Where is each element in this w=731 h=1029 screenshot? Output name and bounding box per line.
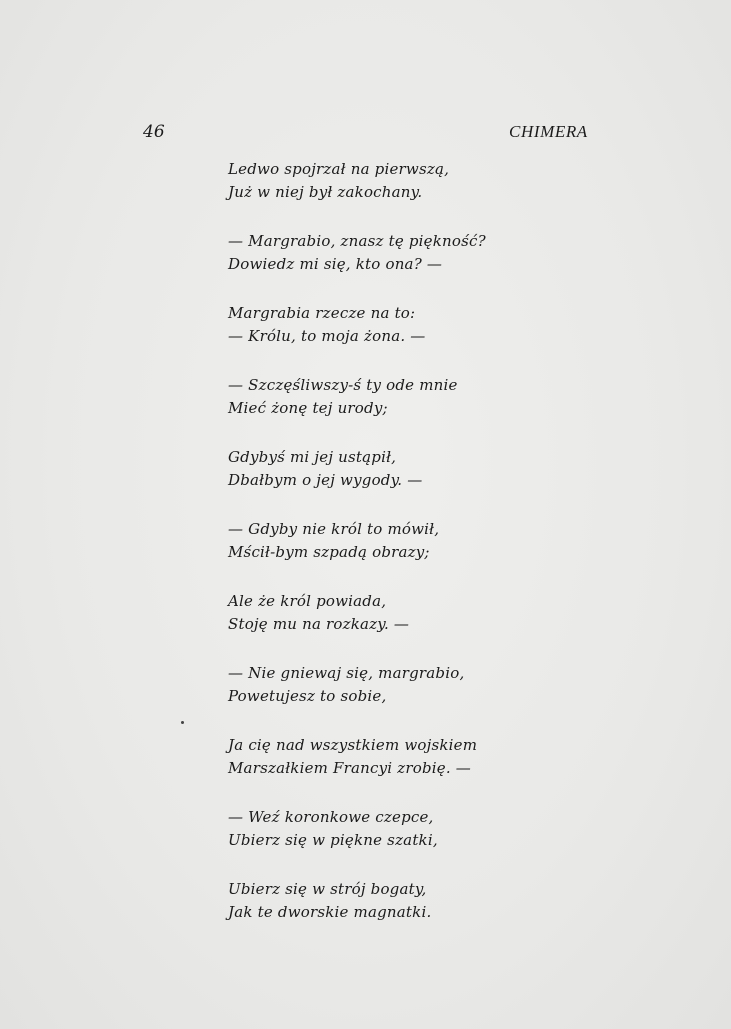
stanza — [228, 734, 568, 780]
stanza — [228, 518, 568, 564]
verse-line: Marszałkiem Francyi zrobię. — — [228, 759, 471, 777]
verse-line: — Nie gniewaj się, margrabio, — [228, 664, 465, 682]
verse-line: Gdybyś mi jej ustąpił, — [228, 448, 397, 466]
verse-line: Ja cię nad wszystkiem wojskiem — [228, 736, 478, 754]
verse-line: Mścił-bym szpadą obrazy; — [228, 543, 430, 561]
verse-line: Mieć żonę tej urody; — [228, 399, 388, 417]
stanza — [228, 446, 568, 492]
stanza — [228, 374, 568, 420]
verse-line: Stoję mu na rozkazy. — — [228, 615, 410, 633]
verse-line: — Królu, to moja żona. — — [228, 327, 426, 345]
verse-line: Powetujesz to sobie, — [228, 687, 387, 705]
page-number: 46 — [143, 122, 165, 142]
stanza — [228, 158, 568, 204]
verse-line: Już w niej był zakochany. — [228, 183, 423, 201]
verse-line: Ubierz się w piękne szatki, — [228, 831, 438, 849]
stanza — [228, 230, 568, 276]
verse-line: Dbałbym o jej wygody. — — [228, 471, 423, 489]
stanza — [228, 590, 568, 636]
running-title: CHIMERA — [509, 122, 588, 141]
verse-line: Jak te dworskie magnatki. — [228, 903, 432, 921]
stanza — [228, 806, 568, 852]
stanza — [228, 662, 568, 708]
verse-line: Margrabia rzecze na to: — [228, 304, 416, 322]
verse-line: — Margrabio, znasz tę piękność? — [228, 232, 486, 250]
verse-line: Dowiedz mi się, kto ona? — — [228, 255, 443, 273]
verse-line: — Gdyby nie król to mówił, — [228, 520, 440, 538]
stanza — [228, 302, 568, 348]
stanza — [228, 878, 568, 924]
verse-line: — Weź koronkowe czepce, — [228, 808, 434, 826]
verse-line: Ale że król powiada, — [228, 592, 387, 610]
verse-line: — Szczęśliwszy-ś ty ode mnie — [228, 376, 458, 394]
poem-body — [228, 158, 568, 950]
ink-speck — [181, 721, 184, 724]
verse-line: Ubierz się w strój bogaty, — [228, 880, 427, 898]
verse-line: Ledwo spojrzał na pierwszą, — [228, 160, 450, 178]
